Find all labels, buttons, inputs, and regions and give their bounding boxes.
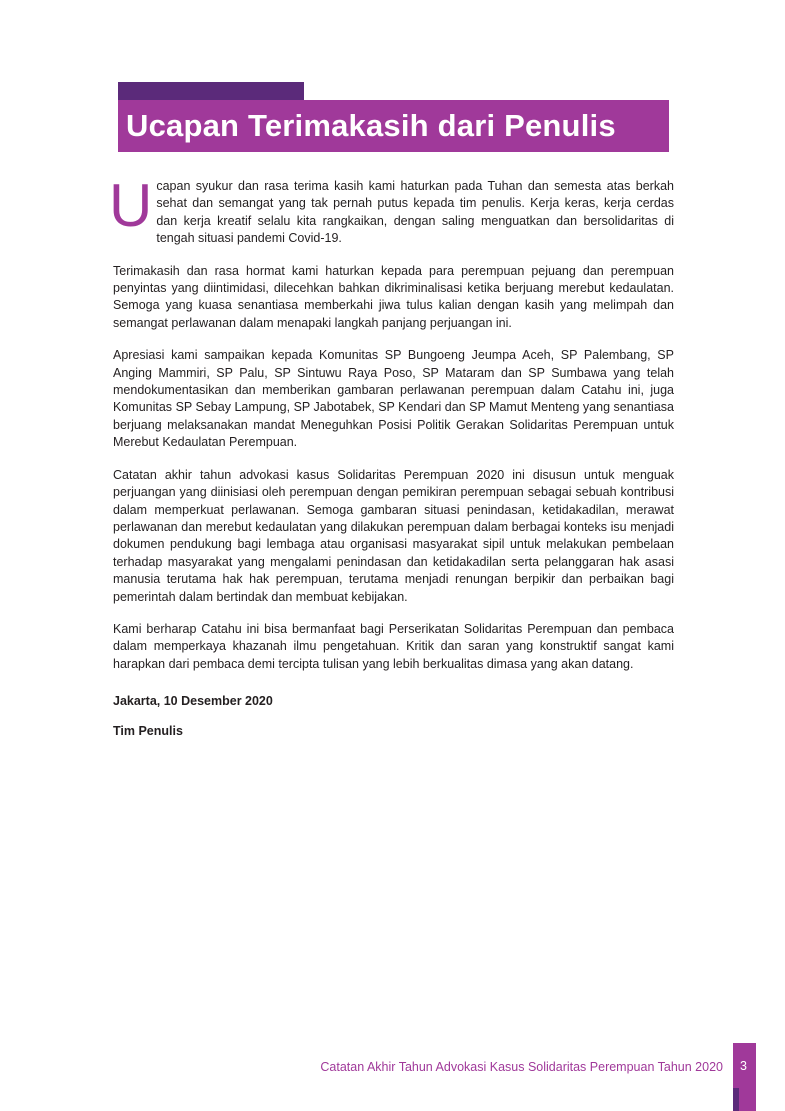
title-accent-bar [118, 82, 304, 100]
paragraph-2: Terimakasih dan rasa hormat kami haturkan kepada para perempuan pejuang dan perempuan penyintas yang diintimidasi, dilecehkan bahkan dikriminalisasi ketika berjuang merebut kedaulatan. Semoga yang kuasa senantiasa memberkahi jiwa tulus kalian dengan kasih yang melimpah dan semangat perlawanan dalam menapaki langkah panjang perjuangan ini. [113, 263, 674, 330]
drop-cap: U [109, 172, 153, 239]
signoff-place-date: Jakarta, 10 Desember 2020 [113, 694, 273, 708]
paragraph-3: Apresiasi kami sampaikan kepada Komunitas SP Bungoeng Jeumpa Aceh, SP Palembang, SP Anging Mammiri, SP Palu, SP Sintuwu Raya Poso, SP Mataram dan SP Sumbawa yang telah mendokumentasikan dan memberikan gambaran perlawanan perempuan dalam Catahu ini, juga Komunitas SP Sebay Lampung, SP Jabotabek, SP Kendari dan SP Mamut Menteng yang senantiasa berjuang melaksanakan mandat Meneguhkan Posisi Politik Gerakan Solidaritas Perempuan untuk Merebut Kedaulatan Perempuan. [113, 348, 674, 450]
body-text [109, 172, 674, 688]
paragraph-1-text: capan syukur dan rasa terima kasih kami haturkan pada Tuhan dan semesta atas berkah sehat dan semangat yang tak pernah putus kepada tim penulis. Kerja keras, kerja cerdas dan kerja kreatif selalu kita rangkaikan, dengan saling menguatkan dan bersolidaritas di tengah situasi pandemi Covid-19. [156, 179, 674, 246]
page-title: Ucapan Terimakasih dari Penulis [126, 108, 616, 143]
footer-running-title: Catatan Akhir Tahun Advokasi Kasus Solidaritas Perempuan Tahun 2020 [320, 1060, 723, 1074]
title-banner [118, 100, 669, 152]
paragraph-5: Kami berharap Catahu ini bisa bermanfaat bagi Perserikatan Solidaritas Perempuan dan pembaca dalam memperkaya khazanah ilmu pengetahuan. Kritik dan saran yang konstruktif sangat kami harapkan dari pembaca demi tercipta tulisan yang lebih berkualitas dimasa yang akan datang. [113, 621, 674, 671]
signoff-author: Tim Penulis [113, 724, 183, 738]
page-number-tab-accent [733, 1088, 739, 1111]
page-number: 3 [740, 1059, 747, 1073]
paragraph-1 [109, 172, 674, 248]
paragraph-4: Catatan akhir tahun advokasi kasus Solidaritas Perempuan 2020 ini disusun untuk menguak perjuangan yang diinisiasi oleh perempuan dengan pemikiran perempuan sebagai sebuah kontribusi dalam memperkuat perlawanan. Semoga gambaran situasi penindasan, ketidakadilan, merawat perlawanan dan merebut kedaulatan yang dilakukan perempuan dalam berbagai konteks isu menjadi dokumen pendukung bagi lembaga atau organisasi masyarakat sipil untuk melakukan pembelaan terhadap masyarakat yang mengalami penindasan dan ketidakadilan serta pelanggaran hak asasi manusia terutama hak hak perempuan, terutama menjadi renungan berpikir dan perbaikan bagi pemerintah dalam bertindak dan membuat kebijakan. [113, 467, 674, 604]
